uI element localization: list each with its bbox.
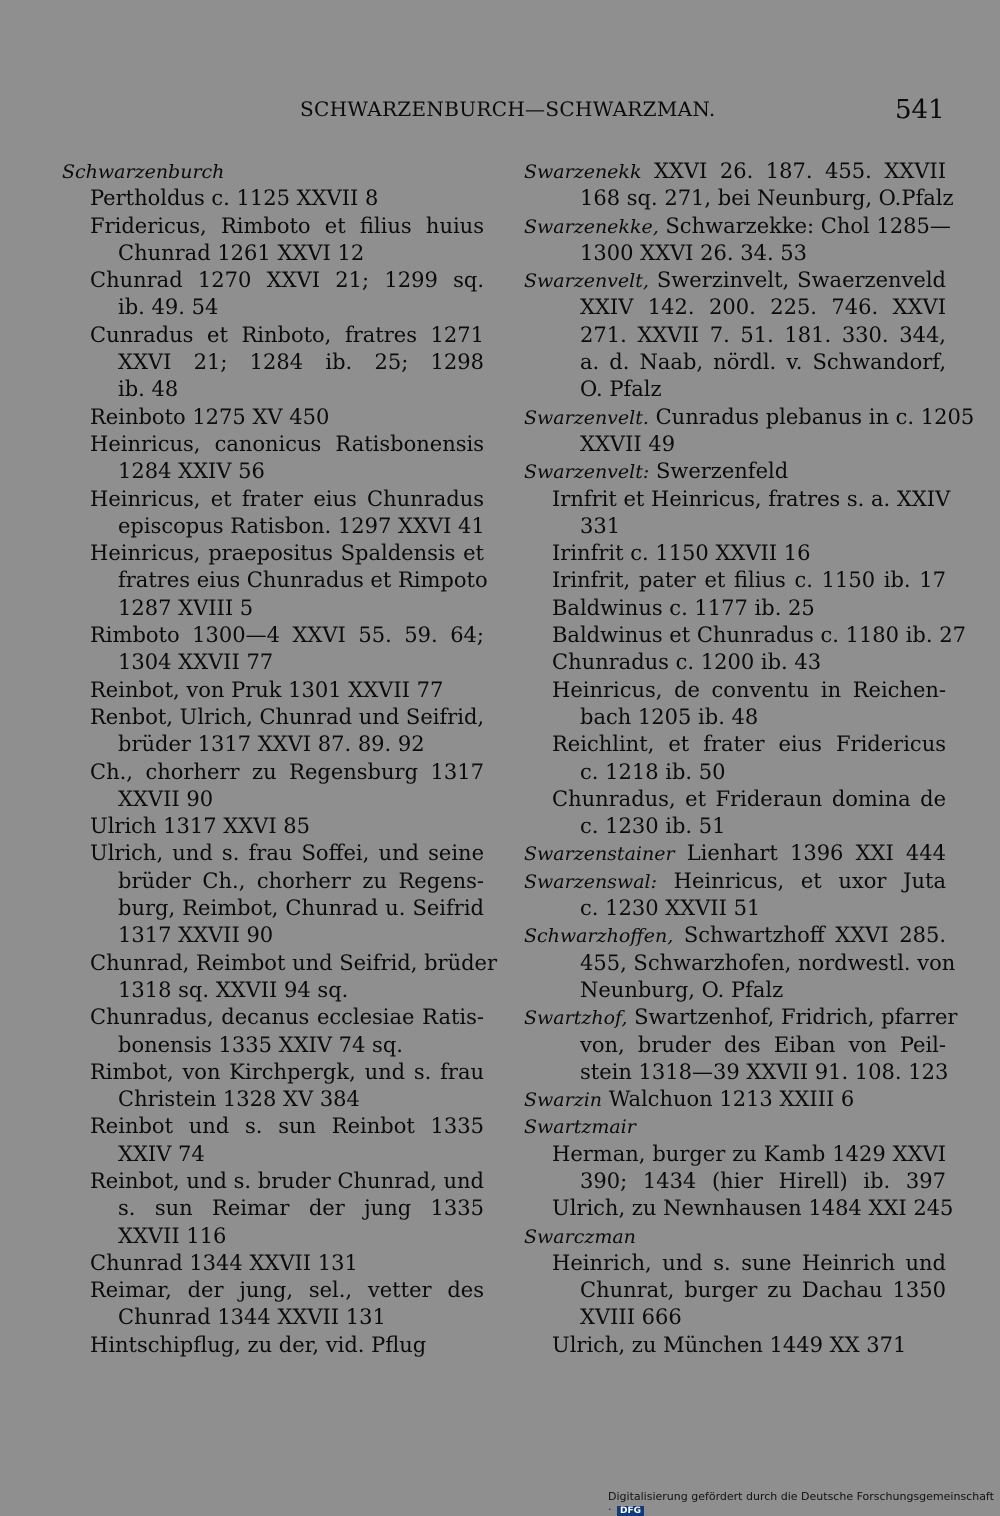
dfg-logo: DFG <box>617 1506 644 1516</box>
entry-text: Reichlint, et frater eius Fridericus <box>552 732 946 757</box>
entry-headword: Swarzenekke, <box>524 215 659 238</box>
index-line <box>524 677 946 704</box>
index-line <box>62 704 484 731</box>
entry-text: brüder 1317 XXVI 87. 89. 92 <box>118 732 425 757</box>
index-line <box>524 1332 946 1359</box>
entry-text: Christein 1328 XV 384 <box>118 1087 360 1112</box>
index-line <box>524 240 946 267</box>
entry-text: Ulrich, und s. frau Soffei, und seine <box>90 841 484 866</box>
left-column <box>62 158 497 1359</box>
entry-text: Pertholdus c. 1125 XXVII 8 <box>90 186 379 211</box>
index-line <box>524 1004 958 1031</box>
index-line <box>62 595 484 622</box>
index-line <box>524 1059 949 1086</box>
entry-text: Chunrad 1270 XXVI 21; 1299 sq. <box>90 268 484 293</box>
index-line <box>62 240 484 267</box>
index-line <box>524 868 946 895</box>
index-line <box>524 158 946 185</box>
entry-text: Heinricus, praepositus Spaldensis et <box>90 541 484 566</box>
page-number: 541 <box>895 95 945 125</box>
entry-text: Renbot, Ulrich, Chunrad und Seifrid, <box>90 704 485 729</box>
entry-headword: Swarzenstainer <box>524 843 675 866</box>
index-line <box>62 922 484 949</box>
entry-text: Schwarzekke: Chol 1285— <box>658 213 951 238</box>
entry-text: c. 1230 XXVII 51 <box>580 896 761 921</box>
entry-text: Ulrich, zu Newnhausen 1484 XXI 245 <box>552 1196 954 1221</box>
entry-headword: Schwarzhoffen, <box>524 925 674 948</box>
entry-text: stein 1318—39 XXVII 91. 108. 123 <box>580 1059 949 1084</box>
index-line <box>62 1059 484 1086</box>
index-line <box>62 1004 484 1031</box>
entry-text: bach 1205 ib. 48 <box>580 704 759 729</box>
running-head: SCHWARZENBURCH—SCHWARZMAN. <box>300 97 716 121</box>
index-line <box>524 1277 946 1304</box>
index-line <box>524 840 946 867</box>
index-line <box>62 1250 484 1277</box>
entry-headword: Schwarzenburch <box>62 161 225 183</box>
index-line <box>62 977 484 1004</box>
index-line <box>62 322 484 349</box>
entry-text: ib. 48 <box>118 377 179 402</box>
footer-credit-text: Digitalisierung gefördert durch die Deutsche Forschungsgemeinschaft <box>608 1490 994 1503</box>
index-line <box>62 213 484 240</box>
entry-text: Cunradus plebanus in c. 1205 <box>648 404 975 429</box>
entry-text: Reinbot, von Pruk 1301 XXVII 77 <box>90 677 444 702</box>
index-line <box>524 731 946 758</box>
entry-text: c. 1218 ib. 50 <box>580 759 726 784</box>
index-line <box>62 1113 484 1140</box>
index-line <box>62 1086 484 1113</box>
index-line <box>524 1168 946 1195</box>
entry-text: Hintschipflug, zu der, vid. Pflug <box>90 1332 427 1357</box>
entry-text: 1287 XVIII 5 <box>118 595 254 620</box>
index-line <box>524 1086 946 1113</box>
index-line <box>524 1195 954 1222</box>
index-line <box>524 622 966 649</box>
entry-text: Swerzinvelt, Swaerzenveld <box>648 268 946 293</box>
entry-text: 168 sq. 271, bei Neunburg, O.Pfalz <box>580 186 954 211</box>
entry-text: Irinfrit, pater et filius c. 1150 ib. 17 <box>552 568 946 593</box>
index-line <box>62 513 484 540</box>
entry-text: 331 <box>580 513 621 538</box>
index-line <box>524 950 956 977</box>
entry-text: Herman, burger zu Kamb 1429 XXVI <box>552 1141 946 1166</box>
index-line <box>524 1304 946 1331</box>
entry-text: Schwartzhoff XXVI 285. <box>673 923 946 948</box>
entry-text: XXVII 49 <box>580 431 676 456</box>
entry-text: O. Pfalz <box>580 377 662 402</box>
index-line <box>524 1250 946 1277</box>
entry-text: Ch., chorherr zu Regensburg 1317 <box>90 759 484 784</box>
index-line <box>62 1032 484 1059</box>
entry-headword: Swarzenvelt: <box>524 461 650 484</box>
index-line <box>62 349 484 376</box>
entry-text: Lienhart 1396 XXI 444 <box>674 841 946 866</box>
index-line <box>62 458 484 485</box>
entry-text: Chunrad 1344 XXVII 131 <box>118 1305 386 1330</box>
index-line <box>62 677 484 704</box>
index-line <box>524 513 946 540</box>
entry-text: Cunradus et Rinboto, fratres 1271 <box>90 322 484 347</box>
entry-text: Reimar, der jung, sel., vetter des <box>90 1278 484 1303</box>
entry-text: Rimbot, von Kirchpergk, und s. frau <box>90 1059 484 1084</box>
entry-text: 1300 XXVI 26. 34. 53 <box>580 240 808 265</box>
entry-text: Chunradus, decanus ecclesiae Ratis- <box>90 1005 484 1030</box>
entry-text: Chunradus c. 1200 ib. 43 <box>552 650 822 675</box>
index-line <box>524 922 946 949</box>
entry-text: XXVI 21; 1284 ib. 25; 1298 <box>118 350 484 375</box>
index-line <box>62 1195 484 1222</box>
index-line <box>524 540 946 567</box>
entry-text: Reinbot, und s. bruder Chunrad, und <box>90 1168 484 1193</box>
index-line <box>524 759 946 786</box>
right-column <box>524 158 975 1359</box>
entry-text: 1284 XXIV 56 <box>118 459 265 484</box>
index-line <box>524 486 951 513</box>
entry-text: Fridericus, Rimboto et filius huius <box>90 213 484 238</box>
index-line <box>62 431 484 458</box>
entry-text: 271. XXVII 7. 51. 181. 330. 344, <box>580 322 946 347</box>
index-line <box>524 1032 946 1059</box>
entry-text: 1304 XXVII 77 <box>118 650 274 675</box>
entry-headword: Swarzenvelt, <box>524 270 649 293</box>
index-line <box>524 376 946 403</box>
entry-text: Reinboto 1275 XV 450 <box>90 404 330 429</box>
index-line <box>524 294 946 321</box>
entry-text: episcopus Ratisbon. 1297 XXVI 41 <box>118 513 485 538</box>
entry-text: Irinfrit c. 1150 XXVII 16 <box>552 541 811 566</box>
index-line <box>524 349 946 376</box>
index-line <box>62 1277 484 1304</box>
index-line <box>62 158 484 185</box>
index-line <box>524 567 946 594</box>
index-line <box>62 376 484 403</box>
entry-text: Swerzenfeld <box>649 459 789 484</box>
index-line <box>62 1304 484 1331</box>
index-line <box>62 759 484 786</box>
index-line <box>62 786 484 813</box>
index-line <box>62 895 484 922</box>
index-line <box>524 458 946 485</box>
entry-headword: Swarczman <box>524 1225 636 1248</box>
index-line <box>524 267 946 294</box>
entry-text: a. d. Naab, nördl. v. Schwandorf, <box>580 350 946 375</box>
entry-text: XXVII 90 <box>118 786 214 811</box>
entry-text: XXVI 26. 187. 455. XXVII <box>641 159 946 183</box>
entry-text: Irnfrit et Heinricus, fratres s. a. XXIV <box>552 486 951 511</box>
entry-text: 1317 XXVII 90 <box>118 923 274 948</box>
index-line <box>524 977 946 1004</box>
index-line <box>62 1141 484 1168</box>
entry-headword: Swarzin <box>524 1089 603 1112</box>
index-line <box>62 622 484 649</box>
index-line <box>62 813 484 840</box>
index-line <box>524 704 946 731</box>
entry-text: Heinricus, canonicus Ratisbonensis <box>90 431 484 456</box>
index-line <box>62 267 484 294</box>
entry-text: Swartzenhof, Fridrich, pfarrer <box>627 1005 958 1030</box>
entry-text: 455, Schwarzhofen, nordwestl. von <box>580 950 956 975</box>
index-line <box>62 1168 484 1195</box>
index-line <box>524 895 946 922</box>
entry-text: XVIII 666 <box>580 1305 682 1330</box>
entry-headword: Swarzenvelt. <box>524 406 649 429</box>
entry-headword: Swarzenekk <box>524 161 642 183</box>
entry-text: bonensis 1335 XXIV 74 sq. <box>118 1032 403 1057</box>
entry-text: von, bruder des Eiban von Peil- <box>580 1032 946 1057</box>
index-line <box>62 950 497 977</box>
entry-text: Chunrad 1344 XXVII 131 <box>90 1250 358 1275</box>
entry-text: Chunradus, et Frideraun domina de <box>552 786 946 811</box>
entry-text: 390; 1434 (hier Hirell) ib. 397 <box>580 1168 946 1193</box>
entry-headword: Swarzenswal: <box>524 870 657 893</box>
index-line <box>524 1141 946 1168</box>
entry-text: Baldwinus c. 1177 ib. 25 <box>552 595 815 620</box>
entry-text: c. 1230 ib. 51 <box>580 814 726 839</box>
index-line <box>62 1223 484 1250</box>
index-line <box>62 840 484 867</box>
index-line <box>524 786 946 813</box>
index-line <box>524 213 951 240</box>
entry-text: Heinrich, und s. sune Heinrich und <box>552 1250 946 1275</box>
entry-text: Neunburg, O. Pfalz <box>580 977 784 1002</box>
page-header <box>0 97 1000 137</box>
index-line <box>524 595 946 622</box>
entry-text: XXIV 142. 200. 225. 746. XXVI <box>580 295 946 320</box>
index-line <box>62 185 484 212</box>
entry-text: Reinbot und s. sun Reinbot 1335 <box>90 1114 484 1139</box>
entry-text: 1318 sq. XXVII 94 sq. <box>118 977 349 1002</box>
index-line <box>62 540 484 567</box>
index-line <box>524 1223 946 1250</box>
entry-text: Heinricus, de conventu in Reichen- <box>552 677 946 702</box>
index-line <box>524 649 946 676</box>
index-line <box>524 185 954 212</box>
index-line <box>62 404 484 431</box>
index-line <box>524 1113 946 1140</box>
index-line <box>62 1332 484 1359</box>
entry-text: Ulrich 1317 XXVI 85 <box>90 814 311 839</box>
index-line <box>62 868 484 895</box>
entry-text: Ulrich, zu München 1449 XX 371 <box>552 1332 907 1357</box>
entry-text: burg, Reimbot, Chunrad u. Seifrid <box>118 896 484 921</box>
index-line <box>62 731 484 758</box>
entry-text: Heinricus, et uxor Juta <box>657 868 946 893</box>
entry-text: Chunrad, Reimbot und Seifrid, brüder <box>90 950 497 975</box>
entry-headword: Swartzmair <box>524 1116 636 1139</box>
entry-headword: Swartzhof, <box>524 1007 628 1030</box>
index-line <box>524 813 946 840</box>
entry-text: XXVII 116 <box>118 1223 227 1248</box>
entry-text: Chunrat, burger zu Dachau 1350 <box>580 1278 946 1303</box>
entry-text: XXIV 74 <box>118 1141 205 1166</box>
entry-text: Heinricus, et frater eius Chunradus <box>90 486 484 511</box>
index-line <box>62 649 484 676</box>
index-line <box>62 294 484 321</box>
entry-text: Walchuon 1213 XXIII 6 <box>602 1087 855 1112</box>
entry-text: fratres eius Chunradus et Rimpoto <box>118 568 488 593</box>
index-line <box>524 322 946 349</box>
index-line <box>524 404 975 431</box>
entry-text: ib. 49. 54 <box>118 295 219 320</box>
entry-text: Chunrad 1261 XXVI 12 <box>118 240 365 265</box>
index-line <box>62 567 488 594</box>
footer-credit: Digitalisierung gefördert durch die Deutsche Forschungsgemeinschaft · DFG <box>608 1490 994 1516</box>
entry-text: s. sun Reimar der jung 1335 <box>118 1196 484 1221</box>
entry-text: Baldwinus et Chunradus c. 1180 ib. 27 <box>552 623 966 648</box>
index-line <box>62 486 484 513</box>
entry-text: Rimboto 1300—4 XXVI 55. 59. 64; <box>90 623 484 648</box>
entry-text: brüder Ch., chorherr zu Regens- <box>118 868 484 893</box>
index-line <box>524 431 946 458</box>
